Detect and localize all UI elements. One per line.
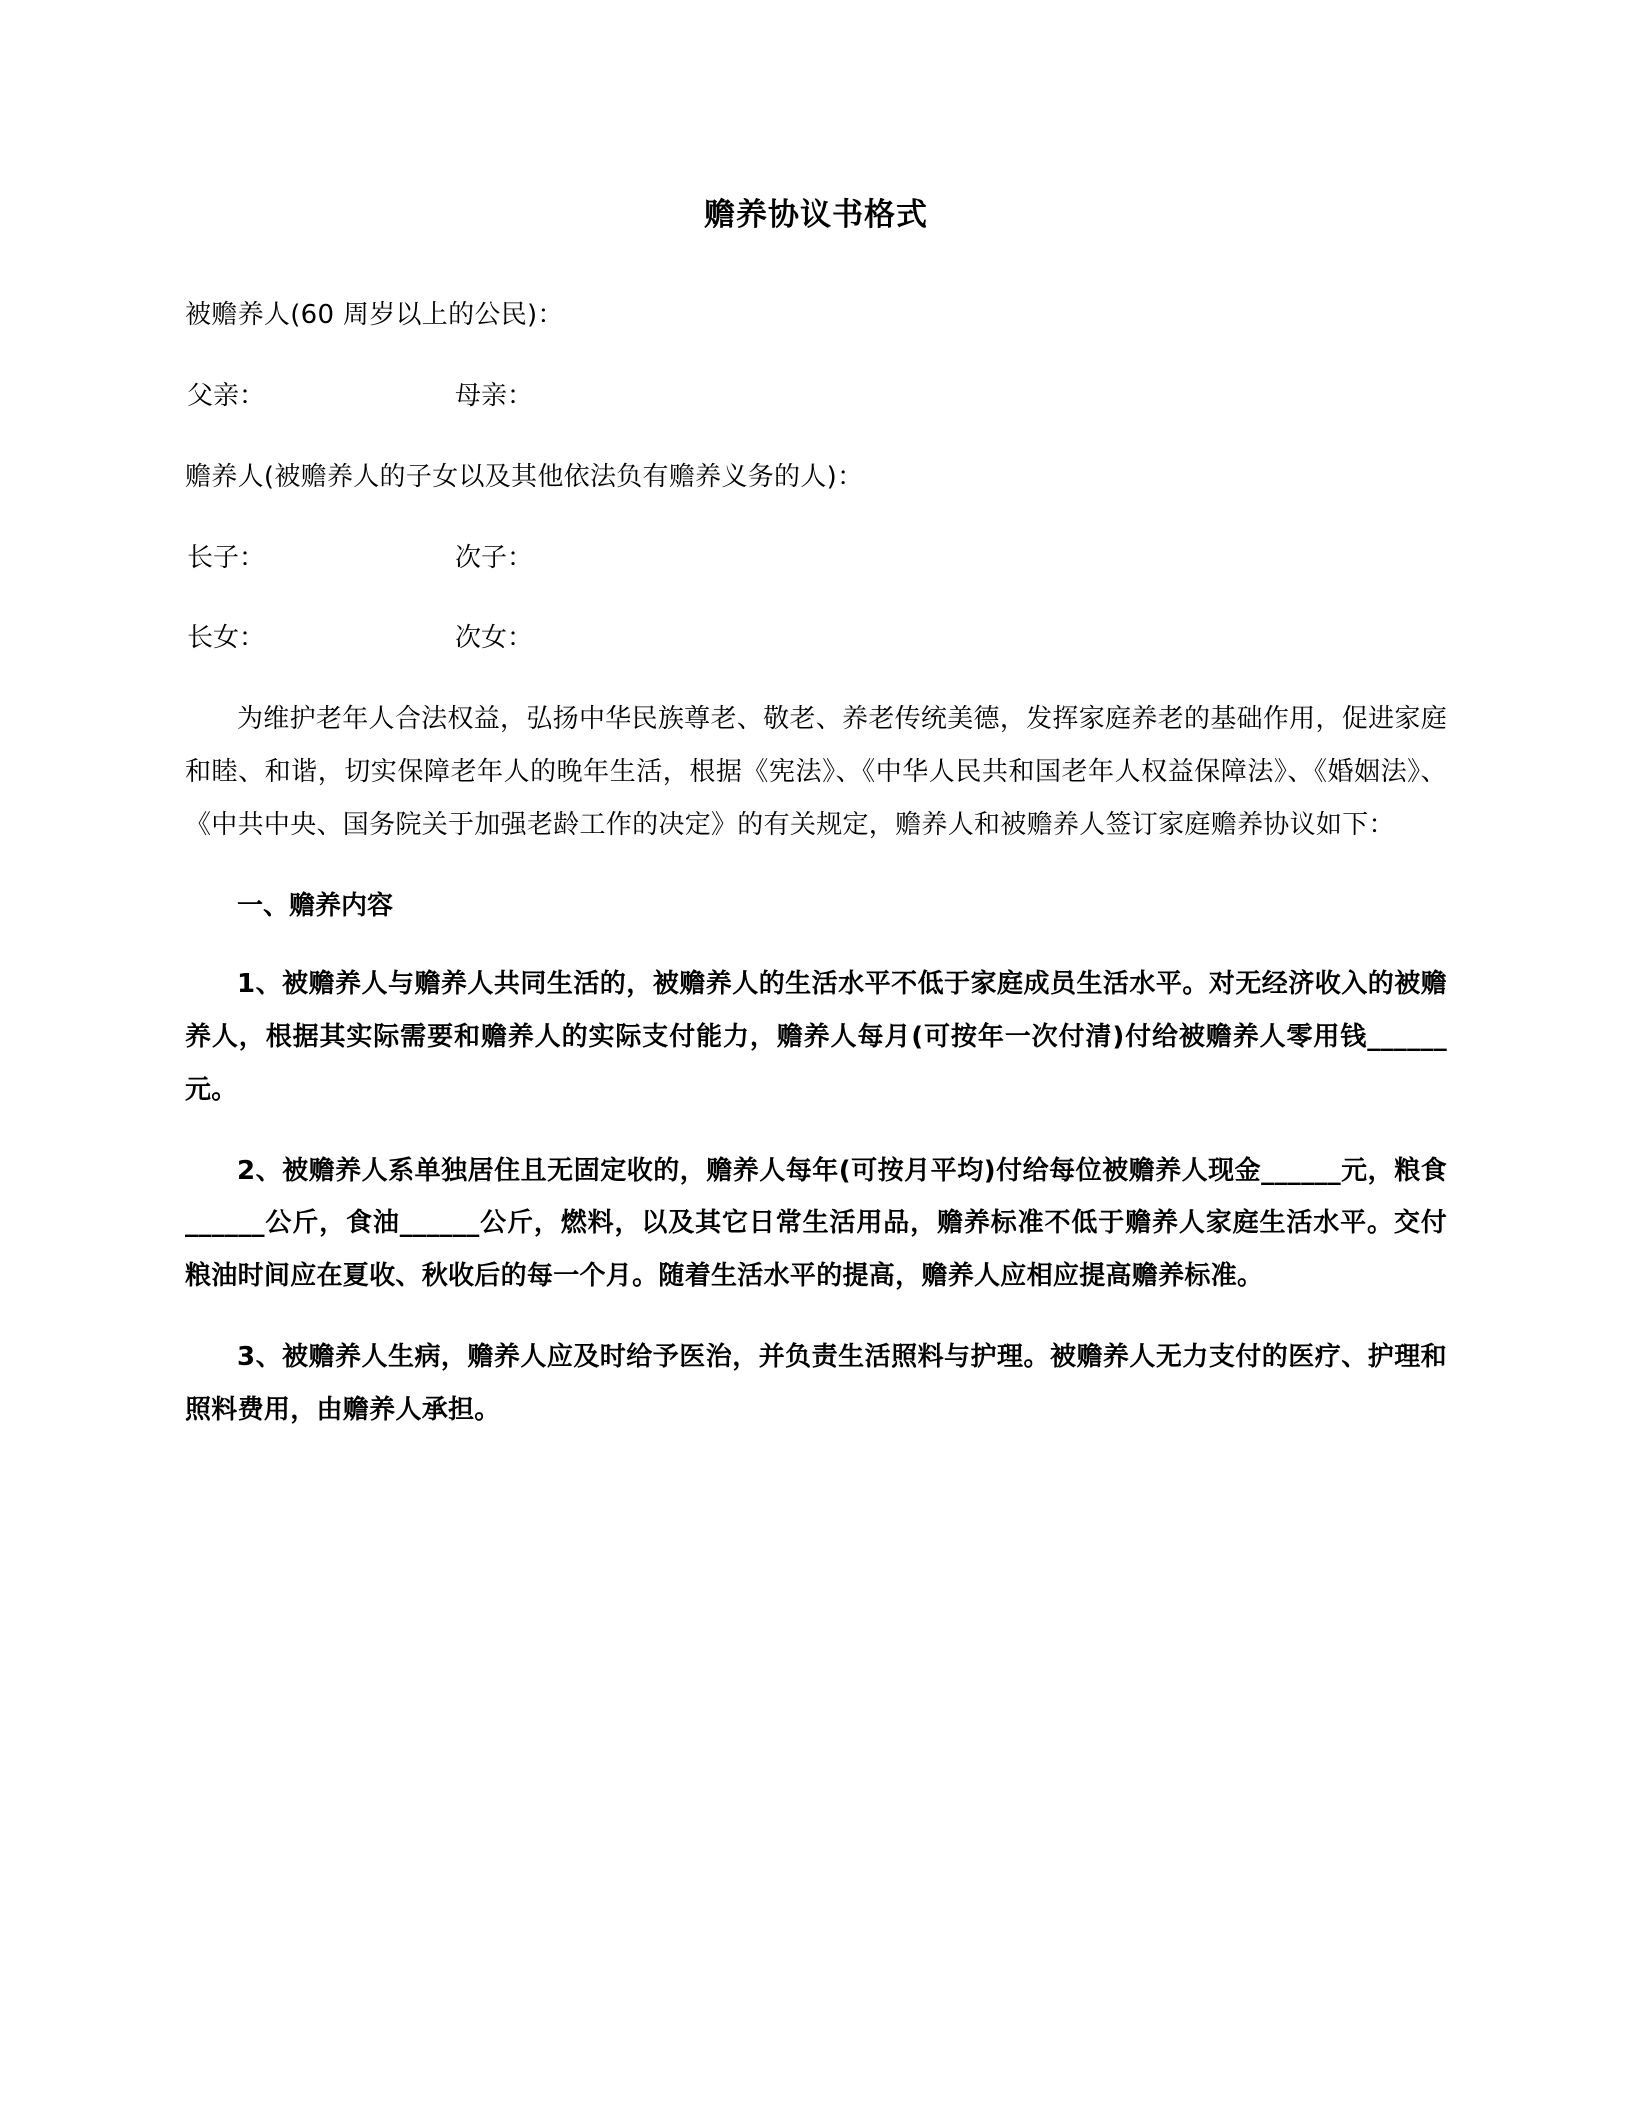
page-title: 赡养协议书格式 — [704, 197, 928, 233]
eldest-daughter-label: 长女： — [187, 623, 266, 654]
section-heading-one: 一、赡养内容 — [237, 890, 394, 921]
second-son-label: 次子： — [455, 542, 534, 573]
clause-3: 3、被赡养人生病，赡养人应及时给予医治，并负责生活照料与护理。被赡养人无力支付的医疗、护理和照料费用，由赡养人承担。 — [185, 1341, 1447, 1425]
father-label: 父亲： — [187, 381, 266, 412]
supporters-heading: 赡养人(被赡养人的子女以及其他依法负有赡养义务的人)： — [185, 461, 864, 492]
parents-row — [185, 370, 1447, 423]
supported-persons-heading: 被赡养人(60 周岁以上的公民)： — [185, 300, 564, 331]
clause-2: 2、被赡养人系单独居住且无固定收的，赡养人每年(可按月平均)付给每位被赡养人现金______元，粮食______公斤，食油______公斤，燃料，以及其它日常生活用品，赡养标准不低于赡养人家庭生活水平。交付粮油时间应在夏收、秋收后的每一个月。随着生活水平的提高，赡养人应相应提高赡养标准。 — [185, 1155, 1447, 1292]
preamble-paragraph: 为维护老年人合法权益，弘扬中华民族尊老、敬老、养老传统美德，发挥家庭养老的基础作用，促进家庭和睦、和谐，切实保障老年人的晚年生活，根据《宪法》、《中华人民共和国老年人权益保障法》、《婚姻法》、《中共中央、国务院关于加强老龄工作的决定》的有关规定，赡养人和被赡养人签订家庭赡养协议如下： — [185, 704, 1447, 840]
eldest-son-label: 长子： — [187, 542, 266, 573]
second-daughter-label: 次女： — [455, 623, 534, 654]
clause-1: 1、被赡养人与赡养人共同生活的，被赡养人的生活水平不低于家庭成员生活水平。对无经济收入的被赡养人，根据其实际需要和赡养人的实际支付能力，赡养人每月(可按年一次付清)付给被赡养人零用钱______元。 — [185, 969, 1447, 1105]
sons-row — [185, 532, 1447, 585]
mother-label: 母亲： — [455, 381, 534, 412]
daughters-row — [185, 612, 1447, 665]
